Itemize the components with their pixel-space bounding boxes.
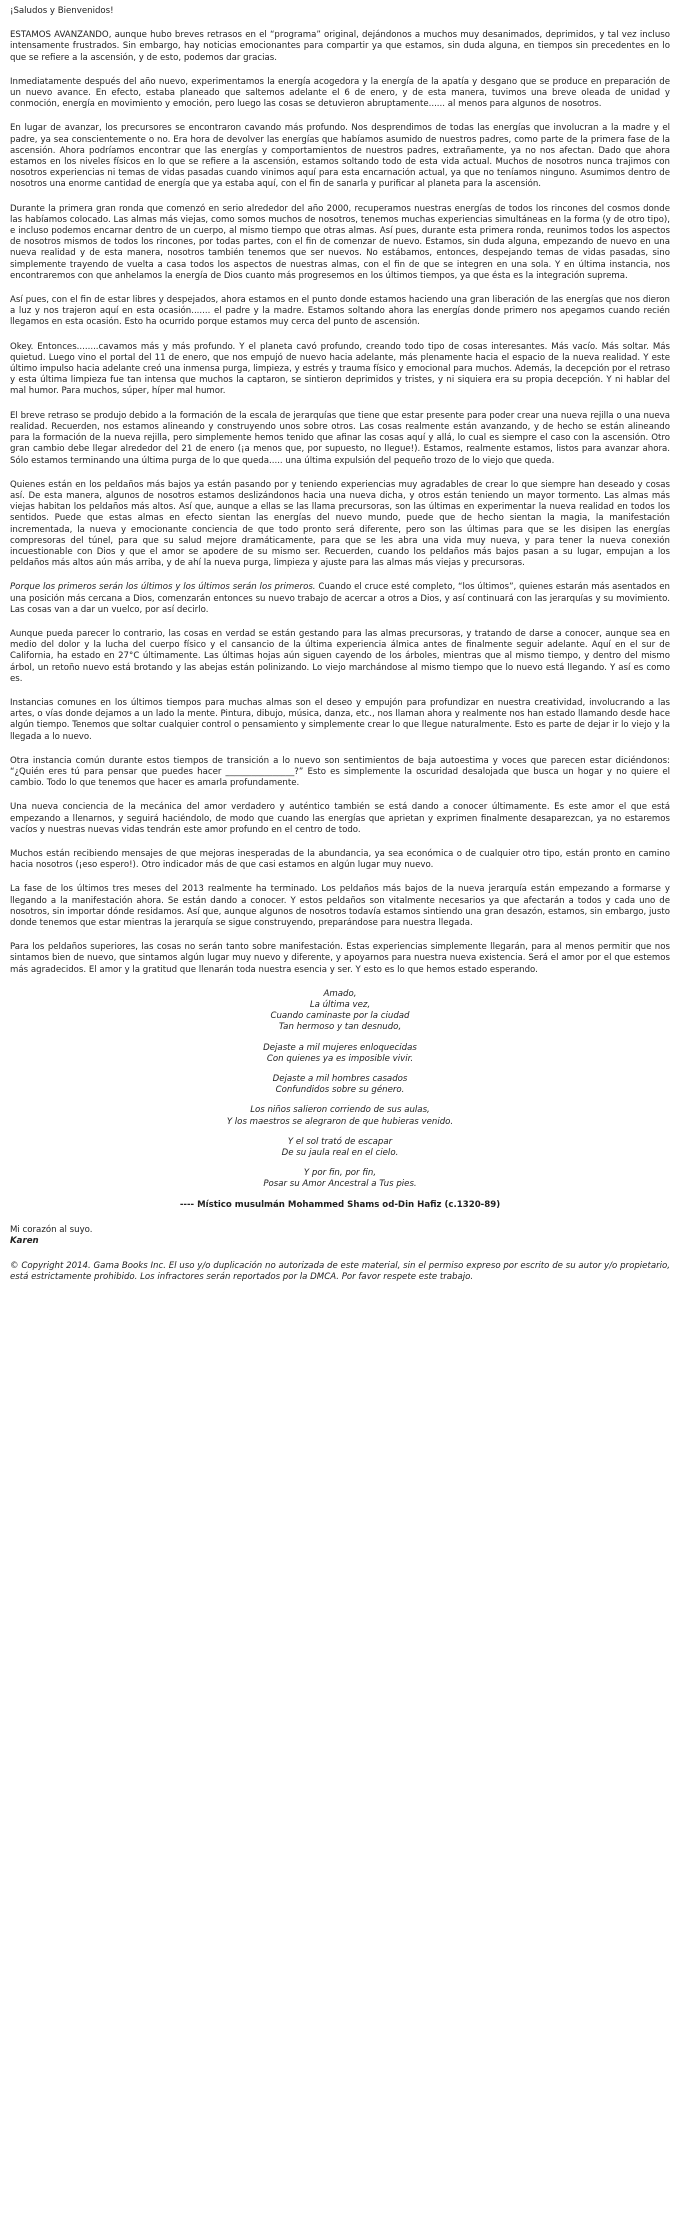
poem-line: Dejaste a mil mujeres enloquecidas [263, 1042, 417, 1053]
paragraph: Así pues, con el fin de estar libres y despejados, ahora estamos en el punto donde estamos haciendo una gran liberación de las energías que nos dieron a luz y nos trajeron aquí en esta ocasión....... el padre y la madre. Estamos soltando ahora las energías donde primero nos apegamos cuando recién llegamos en esta ocasión. Esto ha ocurrido porque estamos muy cerca del punto de ascensión. [10, 295, 670, 328]
greeting: ¡Saludos y Bienvenidos! [10, 6, 114, 16]
poem-line: Amado, [323, 988, 357, 999]
poem-line: La última vez, [309, 1000, 371, 1011]
closing-block [10, 1225, 670, 1247]
poem-stanza [10, 1105, 670, 1127]
poem [10, 989, 670, 1191]
paragraph: Otra instancia común durante estos tiempos de transición a lo nuevo son sentimientos de baja autoestima y voces que parecen estar diciéndonos: “¿Quién eres tú para pensar que puedes hacer ________________?” Esto es simplemente la oscuridad desalojada que busca un hogar y no quiere el cambio. Todo lo que tenemos que hacer es amarla profundamente. [10, 755, 670, 789]
paragraph: Aunque pueda parecer lo contrario, las cosas en verdad se están gestando para las almas precursoras, y tratando de darse a conocer, aunque sea en medio del dolor y la lucha del cuerpo físico y el cansancio de la última experiencia álmica antes de finalmente seguir adelante. Aquí en el sur de California, ha estado en 27°C últimamente. Las últimas hojas aún siguen cayendo de los árboles, mientras que al mismo tiempo, y dentro del mismo árbol, un retoño nuevo está brotando y las abejas están polinizando. Lo viejo marchándose al mismo tiempo que lo nuevo está llegando. Y así es como es. [10, 628, 670, 684]
poem-line: Posar su Amor Ancestral a Tus pies. [263, 1179, 417, 1190]
poem-stanza [10, 1137, 670, 1159]
poem-line: Tan hermoso y tan desnudo, [278, 1022, 402, 1033]
poem-stanza [10, 989, 670, 1034]
poem-line: Y el sol trató de escapar [287, 1136, 393, 1147]
poem-attribution: ---- Místico musulmán Mohammed Shams od-Din Hafiz (c.1320-89) [179, 1199, 501, 1210]
paragraph: Para los peldaños superiores, las cosas no serán tanto sobre manifestación. Estas experiencias simplemente llegarán, para al menos permitir que nos sintamos bien de nuevo, que sintamos algún lugar muy nuevo y diferente, y apoyarnos para nuestra nueva existencia. Será el amor por el que estemos más agradecidos. El amor y la gratitud que llenarán toda nuestra esencia y ser. Y esto es lo que hemos estado esperando. [10, 942, 670, 975]
poem-line: Y los maestros se alegraron de que hubieras venido. [226, 1116, 454, 1127]
paragraph: En lugar de avanzar, los precursores se encontraron cavando más profundo. Nos desprendimos de todas las energías que involucran a la madre y el padre, ya sea conscientemente o no. Era hora de devolver las energías que habíamos asumido de nuestros padres, como parte de la primera fase de la ascensión. Ahora podríamos encontrar que las energías y comportamientos de nuestros padres, extrañamente, ya no nos afectan. Dado que ahora estamos en los niveles físicos en lo que se refiere a la ascensión, estamos soltando todo de esta vida actual. Muchos de nosotros nunca trajimos con nosotros experiencias ni temas de vidas pasadas cuando vinimos aquí para esta encarnación actual, ya que no teníamos ninguno. Asumimos dentro de nosotros una enorme cantidad de energía que ya estaba aquí, con el fin de sanarla y purificar al planeta para la ascensión. [10, 123, 670, 190]
paragraph: ESTAMOS AVANZANDO, aunque hubo breves retrasos en el “programa” original, dejándonos a muchos muy desanimados, deprimidos, y tal vez incluso intensamente frustrados. Sin embargo, hay noticias emocionantes para compartir ya que estamos, sin duda alguna, en tiempos sin precedentes en lo que se refiere a la ascensión, y de esto, podemos dar gracias. [10, 30, 670, 63]
paragraph: Una nueva conciencia de la mecánica del amor verdadero y auténtico también se está dando a conocer últimamente. Es este amor el que está empezando a llenarnos, y seguirá haciéndolo, de modo que cuando las energías que aprietan y exprimen finalmente desaparezcan, ya no estaremos vacíos y nuestras nuevas vidas tendrán este amor profundo en el centro de todo. [10, 802, 670, 835]
poem-line: Cuando caminaste por la ciudad [270, 1011, 410, 1022]
paragraph: El breve retraso se produjo debido a la formación de la escala de jerarquías que tiene que estar presente para poder crear una nueva rejilla o una nueva realidad. Recuerden, nos estamos alineando y construyendo unos sobre otros. Las cosas realmente están avanzando, y de hecho se están alineando para la formación de la nueva rejilla, pero simplemente hemos tenido que afinar las cosas aquí y allá, lo cual es siempre el caso con la ascensión. Otro gran cambio debe llegar alrededor del 21 de enero (¡a menos que, por supuesto, no llegue!). Estamos, realmente estamos, listos para avanzar ahora. Sólo estamos terminando una última purga de lo que queda..... una última expulsión del pequeño trozo de lo viejo que queda. [10, 410, 670, 466]
poem-stanza [10, 1074, 670, 1096]
paragraph-with-italic-quote [10, 582, 670, 616]
poem-stanza [10, 1043, 670, 1065]
copyright-notice: © Copyright 2014. Gama Books Inc. El uso y/o duplicación no autorizada de este material, sin el permiso expreso por escrito de su autor y/o propietario, está estrictamente prohibido. Los infractores serán reportados por la DMCA. Por favor respete este trabajo. [10, 1261, 670, 1283]
paragraph-rest: Cuando el cruce esté completo, “los últimos”, quienes estarán más asentados en una posición más cercana a Dios, comenzarán entonces su nuevo trabajo de acercar a otros a Dios, y así continuará con las jerarquías y su movimiento. Las cosas van a dar un vuelco, por así decirlo. [10, 582, 670, 615]
poem-line: De su jaula real en el cielo. [281, 1148, 399, 1159]
paragraph: Okey. Entonces........cavamos más y más profundo. Y el planeta cavó profundo, creando todo tipo de cosas interesantes. Más vacío. Más soltar. Más quietud. Luego vino el portal del 11 de enero, que nos empujó de nuevo hacia adelante, más plenamente hacia el espacio de la nueva realidad. Y este último impulso hacia adelante creó una inmensa purga, limpieza, y estrés y trauma físico y emocional para muchos. Además, la decepción por el retraso y esta última limpieza fue tan intensa que muchos la captaron, se sintieron deprimidos y tristes, y ni siquiera era su propia decepción. Y ni hablar del mal humor. Para muchos, súper, híper mal humor. [10, 341, 670, 397]
signature: Karen [10, 1236, 39, 1247]
paragraph: Instancias comunes en los últimos tiempos para muchas almas son el deseo y empujón para profundizar en nuestra creatividad, involucrando a las artes, o vías donde dejamos a un lado la mente. Pintura, dibujo, música, danza, etc., nos llaman ahora y realmente nos han estado llamando desde hace algún tiempo. Tenemos que soltar cualquier control o pensamiento y simplemente crear lo que llegue naturalmente. Esto es parte de dejar ir lo viejo y la llegada a lo nuevo. [10, 697, 670, 742]
paragraph: Durante la primera gran ronda que comenzó en serio alrededor del año 2000, recuperamos nuestras energías de todos los rincones del cosmos donde las habíamos colocado. Las almas más viejas, como somos muchos de nosotros, tenemos muchas experiencias simultáneas en la forma (y de otro tipo), e incluso podemos encarnar dentro de un cuerpo, al mismo tiempo que otras almas. Así pues, durante esta primera ronda, reunimos todos los aspectos de nosotros mismos de todos los rincones, por todas partes, con el fin de comenzar de nuevo. Estamos, sin duda alguna, empezando de nuevo en una nueva realidad y de esta manera, nosotros también tenemos que ser nuevos. No estábamos, entonces, despejando temas de vidas pasadas, sino simplemente trayendo de vuelta a casa todos los aspectos de nuestras almas, con el fin de que se integren en una sola. Y en última instancia, nos encontraremos con que anhelamos la energía de Dios cuanto más progresemos en los últimos tiempos, ya que ésta es la integración suprema. [10, 203, 670, 281]
closing-line: Mi corazón al suyo. [10, 1224, 93, 1235]
poem-line: Los niños salieron corriendo de sus aulas, [250, 1105, 430, 1116]
paragraph: La fase de los últimos tres meses del 2013 realmente ha terminado. Los peldaños más bajos de la nueva jerarquía están empezando a formarse y llegando a la manifestación ahora. Se están dando a conocer. Y estos peldaños son vitalmente necesarios ya que afectarán a todos y cada uno de nosotros, sin importar dónde residamos. Así que, aunque algunos de nosotros todavía estamos sintiendo una gran desazón, estamos, sin embargo, justo donde tenemos que estar mientras la jerarquía se sigue construyendo, preparándose para nuestra llegada. [10, 884, 670, 928]
poem-line: Dejaste a mil hombres casados [272, 1074, 408, 1085]
paragraph: Inmediatamente después del año nuevo, experimentamos la energía acogedora y la energía de la apatía y desgano que se produce en preparación de un nuevo avance. En efecto, estaba planeado que saltemos adelante el 6 de enero, y de esta manera, tuvimos una breve oleada de unidad y conmoción, energía en movimiento y emoción, pero luego las cosas se detuvieron abruptamente...... al menos para algunos de nosotros. [10, 76, 670, 110]
poem-stanza [10, 1168, 670, 1190]
poem-line: Y por fin, por fin, [303, 1168, 377, 1179]
paragraph: Quienes están en los peldaños más bajos ya están pasando por y teniendo experiencias muy agradables de crear lo que siempre han deseado y cosas así. De esta manera, algunos de nosotros estamos deslizándonos hacia una nueva dicha, y otros están teniendo un mayor tormento. Las almas más viejas habitan los peldaños más altos. Así que, aunque a ellas se las llama precursoras, son las últimas en experimentar la nueva realidad en todos los sentidos. Puede que estas almas en efecto sientan las energías del nuevo mundo, puede que de hecho sientan la magia, la manifestación incrementada, la nueva y emocionante conciencia de que todo pronto será diferente, pero son las últimas para que se les disipen las energías compresoras del túnel, para que su salud mejore dramáticamente, para que se les abra una vida muy nueva, y para tener la nueva conexión incuestionable con Dios y que el amor se apodere de su mismo ser. Recuerden, cuando los peldaños más bajos pasan a su lugar, empujan a los peldaños más altos aún más arriba, y de ahí la nueva purga, limpieza y ajuste para las almas más viejas y precursoras. [10, 479, 670, 569]
poem-line: Confundidos sobre su género. [275, 1085, 405, 1096]
italic-quote: Porque los primeros serán los últimos y los últimos serán los primeros. [10, 582, 316, 593]
paragraph: Muchos están recibiendo mensajes de que mejoras inesperadas de la abundancia, ya sea económica o de cualquier otro tipo, están pronto en camino hacia nosotros (¡eso espero!). Otro indicador más de que casi estamos en algún lugar muy nuevo. [10, 848, 670, 871]
poem-line: Con quienes ya es imposible vivir. [266, 1053, 414, 1064]
